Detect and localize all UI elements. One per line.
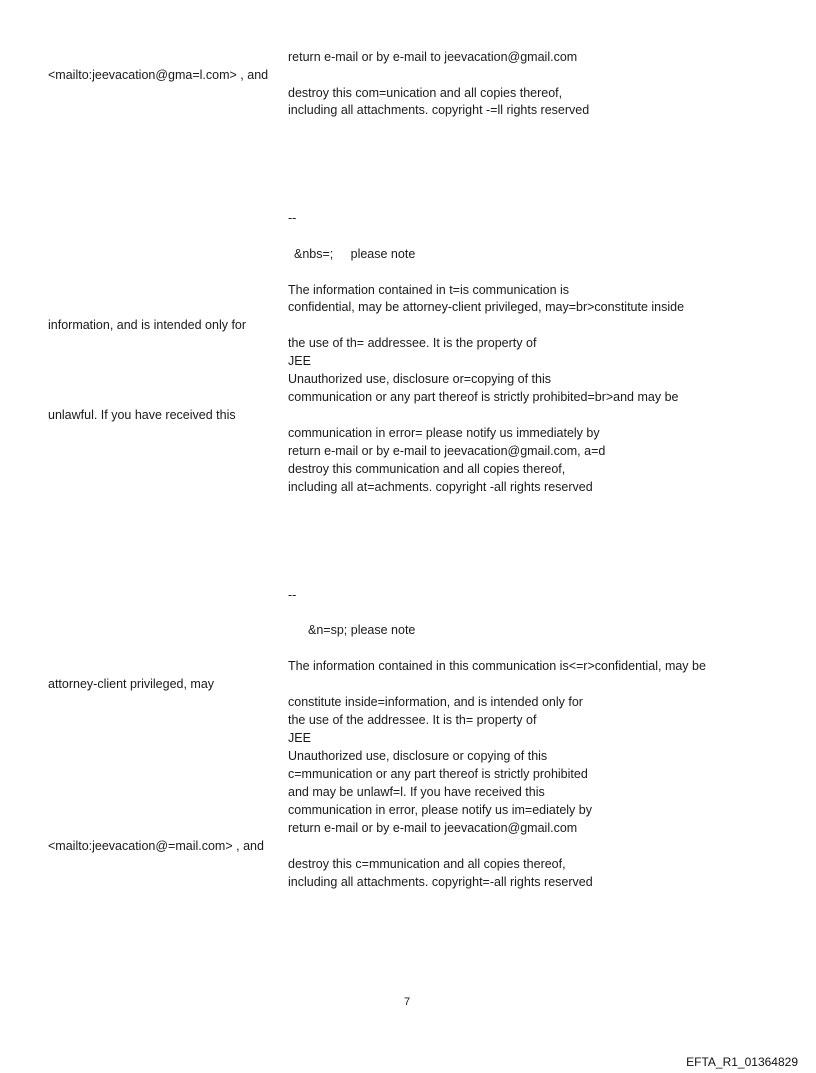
text-line: communication in error, please notify us im=ediately by (288, 803, 592, 817)
text-line: confidential, may be attorney-client privileged, may=br>constitute inside (288, 300, 685, 314)
separator: -- (288, 211, 297, 225)
text-line: c=mmunication or any part thereof is strictly prohibited (288, 767, 588, 781)
text-line: attorney-client privileged, may (48, 677, 215, 691)
text-line: Unauthorized use, disclosure or=copying of this (288, 372, 551, 386)
separator: -- (288, 588, 297, 602)
text-line: destroy this c=mmunication and all copies thereof, (288, 857, 566, 871)
text-line: JEE (288, 731, 311, 745)
document-id-footer: EFTA_R1_01364829 (686, 1055, 798, 1069)
please-note: &nbs=; please note (294, 247, 416, 261)
text-line: Unauthorized use, disclosure or copying of this (288, 749, 548, 763)
text-line: the use of th= addressee. It is the property of (288, 336, 537, 350)
text-line: the use of the addressee. It is th= property of (288, 713, 537, 727)
text-line: communication in error= please notify us immediately by (288, 426, 600, 440)
text-line: return e-mail or by e-mail to jeevacation@gmail.com (288, 821, 578, 835)
text-line: and may be unlawf=l. If you have received this (288, 785, 545, 799)
text-line: communication or any part thereof is strictly prohibited=br>and may be (288, 390, 679, 404)
text-line: including all at=achments. copyright -all rights reserved (288, 480, 593, 494)
page-number: 7 (404, 996, 411, 1008)
please-note: &n=sp; please note (308, 623, 416, 637)
text-line: destroy this com=unication and all copies thereof, (288, 86, 563, 100)
text-line: including all attachments. copyright -=ll rights reserved (288, 103, 590, 117)
text-line: unlawful. If you have received this (48, 408, 236, 422)
mailto-line: <mailto:jeevacation@=mail.com> , and (48, 839, 264, 853)
text-line: including all attachments. copyright=-all rights reserved (288, 875, 593, 889)
text-line: information, and is intended only for (48, 318, 247, 332)
mailto-line: <mailto:jeevacation@gma=l.com> , and (48, 68, 269, 82)
text-line: The information contained in this communication is<=r>confidential, may be (288, 659, 706, 673)
text-line: JEE (288, 354, 311, 368)
text-line: return e-mail or by e-mail to jeevacation@gmail.com, a=d (288, 444, 606, 458)
text-line: The information contained in t=is communication is (288, 283, 570, 297)
text-line: return e-mail or by e-mail to jeevacation@gmail.com (288, 50, 578, 64)
text-line: destroy this communication and all copies thereof, (288, 462, 566, 476)
text-line: constitute inside=information, and is intended only for (288, 695, 583, 709)
